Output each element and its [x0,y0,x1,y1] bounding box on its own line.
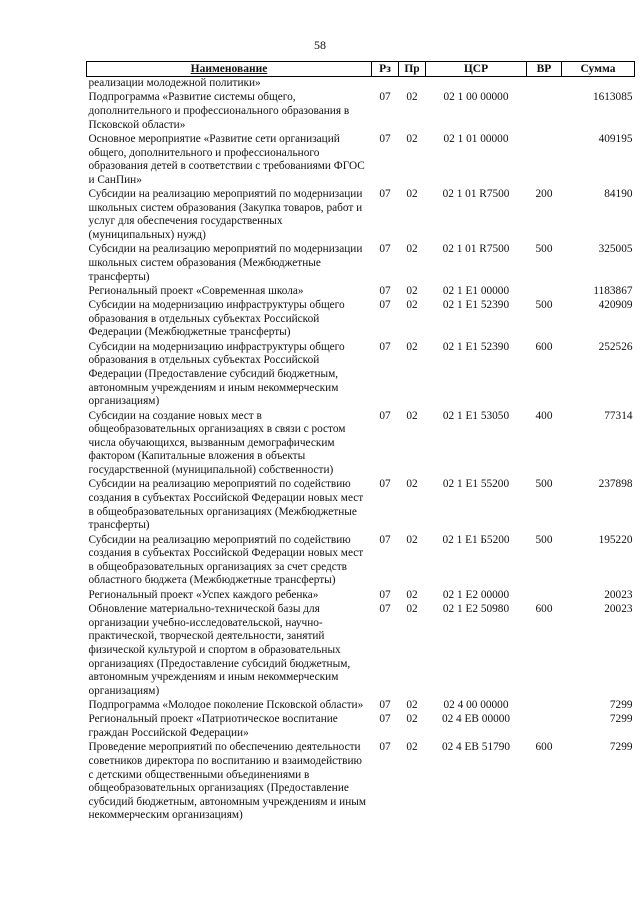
cell-rz: 07 [379,478,391,491]
cell-rz: 07 [379,699,391,712]
table-row [87,91,635,133]
cell-csr: 02 4 EB 51790 [441,741,511,754]
cell-csr: 02 4 EB 00000 [441,713,511,726]
table-row [87,285,635,299]
cell-name: Региональный проект «Успех каждого ребенка» [88,588,319,601]
table-body [87,77,635,824]
budget-table [86,61,635,824]
cell-vr [527,91,562,133]
cell-vr [527,133,562,188]
cell-vr: 500 [535,299,553,312]
cell-csr: 02 1 E1 52390 [442,299,510,312]
cell-vr [527,285,562,299]
cell-pr: 02 [406,340,418,353]
cell-pr: 02 [406,478,418,491]
cell-rz: 07 [379,284,391,297]
table-row [87,534,635,589]
cell-csr: 02 1 E1 52390 [442,340,510,353]
cell-name: Субсидии на реализацию мероприятий по содействию создания в субъектах Российской Федерации новых мест в общеобразовательных организациях (Межбюджетные трансферты) [88,478,364,532]
cell-vr: 600 [535,741,553,754]
cell-name: Обновление материально-технической базы для организации учебно-исследовательской, научно-практической, творческой деятельности, занятий физической культурой и спортом в образовательных организациях (Предоставление субсидий бюджетным, автономным учреждениям и иным некоммерческим организациям) [88,603,351,697]
cell-name: Подпрограмма «Молодое поколение Псковской области» [88,699,364,712]
cell-pr: 02 [406,741,418,754]
cell-name: Основное мероприятие «Развитие сети организаций общего, дополнительного и профессионального образования детей в соответствии с требованиями ФГОС и СанПин» [88,132,365,186]
cell-sum: 20023 [604,603,633,616]
cell-sum: 7299 [609,713,633,726]
cell-name: Субсидии на реализацию мероприятий по модернизации школьных систем образования (Закупка товаров, работ и услуг для обеспечения государственных (муниципальных) нужд) [88,188,363,241]
cell-sum: 409195 [598,132,633,145]
cell-vr [527,713,562,741]
table-row [87,589,635,603]
cell-sum: 77314 [604,409,633,422]
header-csr: ЦСР [426,62,527,77]
table-row [87,713,635,741]
cell-pr: 02 [406,699,418,712]
cell-rz: 07 [379,603,391,616]
cell-rz: 07 [379,409,391,422]
cell-csr [426,77,527,92]
page-number: 58 [314,38,326,52]
cell-sum: 325005 [598,243,633,256]
cell-name: Подпрограмма «Развитие системы общего, дополнительного и профессионального образования в Псковской области» [88,91,350,131]
table-row [87,341,635,410]
cell-sum: 1183867 [593,284,633,297]
table-row [87,410,635,479]
cell-sum: 7299 [609,741,633,754]
cell-vr: 200 [535,188,553,201]
cell-pr: 02 [406,588,418,601]
table-header [87,62,635,77]
cell-rz: 07 [379,299,391,312]
cell-rz: 07 [379,588,391,601]
cell-vr [527,77,562,92]
cell-rz: 07 [379,533,391,546]
cell-csr: 02 1 00 00000 [443,91,509,104]
header-pr: Пр [399,62,426,77]
cell-name: Субсидии на реализацию мероприятий по содействию создания в субъектах Российской Федерации новых мест в общеобразовательных организациях за счет средств областного бюджета (Межбюджетные трансферты) [88,533,364,587]
cell-rz: 07 [379,741,391,754]
cell-vr: 600 [535,340,553,353]
cell-csr: 02 1 E1 00000 [442,284,510,297]
cell-sum: 1613085 [592,91,633,104]
table-row [87,77,635,92]
table-row [87,478,635,533]
cell-csr: 02 1 E2 50980 [442,603,510,616]
cell-pr: 02 [406,713,418,726]
cell-rz: 07 [379,188,391,201]
cell-csr: 02 1 E1 53050 [442,409,510,422]
cell-sum: 7299 [609,699,633,712]
cell-sum: 252526 [598,340,633,353]
table-row [87,699,635,713]
cell-vr [527,699,562,713]
table-row [87,603,635,699]
cell-csr: 02 1 01 R7500 [442,243,510,256]
cell-csr: 02 1 01 00000 [443,132,509,145]
table-row [87,133,635,188]
cell-vr: 600 [535,603,553,616]
table-row [87,741,635,823]
cell-sum [562,77,635,92]
cell-sum: 420909 [598,299,633,312]
cell-sum: 84190 [604,188,633,201]
cell-pr: 02 [406,409,418,422]
cell-rz: 07 [379,713,391,726]
cell-rz: 07 [379,91,391,104]
cell-rz: 07 [379,340,391,353]
cell-sum: 237898 [598,478,633,491]
cell-sum: 195220 [598,533,633,546]
table-row [87,243,635,285]
cell-name: Субсидии на создание новых мест в общеобразовательных организациях в связи с ростом числа обучающихся, вызванным демографическим фактором (Капитальные вложения в объекты государственной (муниципальной) собственности) [88,409,346,476]
cell-vr: 500 [535,533,553,546]
cell-name: Региональный проект «Современная школа» [88,284,304,297]
cell-pr: 02 [406,284,418,297]
header-row [87,62,635,77]
cell-pr [399,77,426,92]
cell-name: Субсидии на реализацию мероприятий по модернизации школьных систем образования (Межбюджетные трансферты) [88,243,363,283]
cell-csr: 02 1 E1 Б5200 [442,533,510,546]
cell-pr: 02 [406,243,418,256]
cell-sum: 20023 [604,588,633,601]
cell-rz: 07 [379,243,391,256]
cell-pr: 02 [406,299,418,312]
cell-name: Субсидии на модернизацию инфраструктуры общего образования в отдельных субъектах Российской Федерации (Предоставление субсидий бюджетным, автономным учреждениям и иным некоммерческим организациям) [88,340,345,408]
cell-rz: 07 [379,132,391,145]
table-row [87,188,635,243]
cell-pr: 02 [406,603,418,616]
cell-name: Региональный проект «Патриотическое воспитание граждан Российской Федерации» [88,713,338,740]
cell-pr: 02 [406,188,418,201]
cell-name: реализации молодежной политики» [88,77,261,89]
header-vr: ВР [527,62,562,77]
cell-csr: 02 1 E2 00000 [442,588,510,601]
cell-pr: 02 [406,533,418,546]
table-row [87,299,635,341]
cell-vr: 500 [535,478,553,491]
header-sum: Сумма [562,62,635,77]
cell-vr [527,589,562,603]
cell-csr: 02 4 00 00000 [443,699,509,712]
header-rz: Рз [372,62,399,77]
cell-pr: 02 [406,132,418,145]
cell-vr: 400 [535,409,553,422]
cell-csr: 02 1 01 R7500 [442,188,510,201]
cell-pr: 02 [406,91,418,104]
header-name: Наименование [87,62,372,77]
cell-rz [372,77,399,92]
cell-name: Субсидии на модернизацию инфраструктуры общего образования в отдельных субъектах Российской Федерации (Межбюджетные трансферты) [88,299,345,339]
cell-name: Проведение мероприятий по обеспечению деятельности советников директора по воспитанию и взаимодействию с детскими общественными объединениями в общеобразовательных организациях (Предоставление субсидий бюджетным, автономным учреждениям и иным некоммерческим организациям) [88,741,366,822]
cell-vr: 500 [535,243,553,256]
cell-csr: 02 1 E1 55200 [442,478,510,491]
